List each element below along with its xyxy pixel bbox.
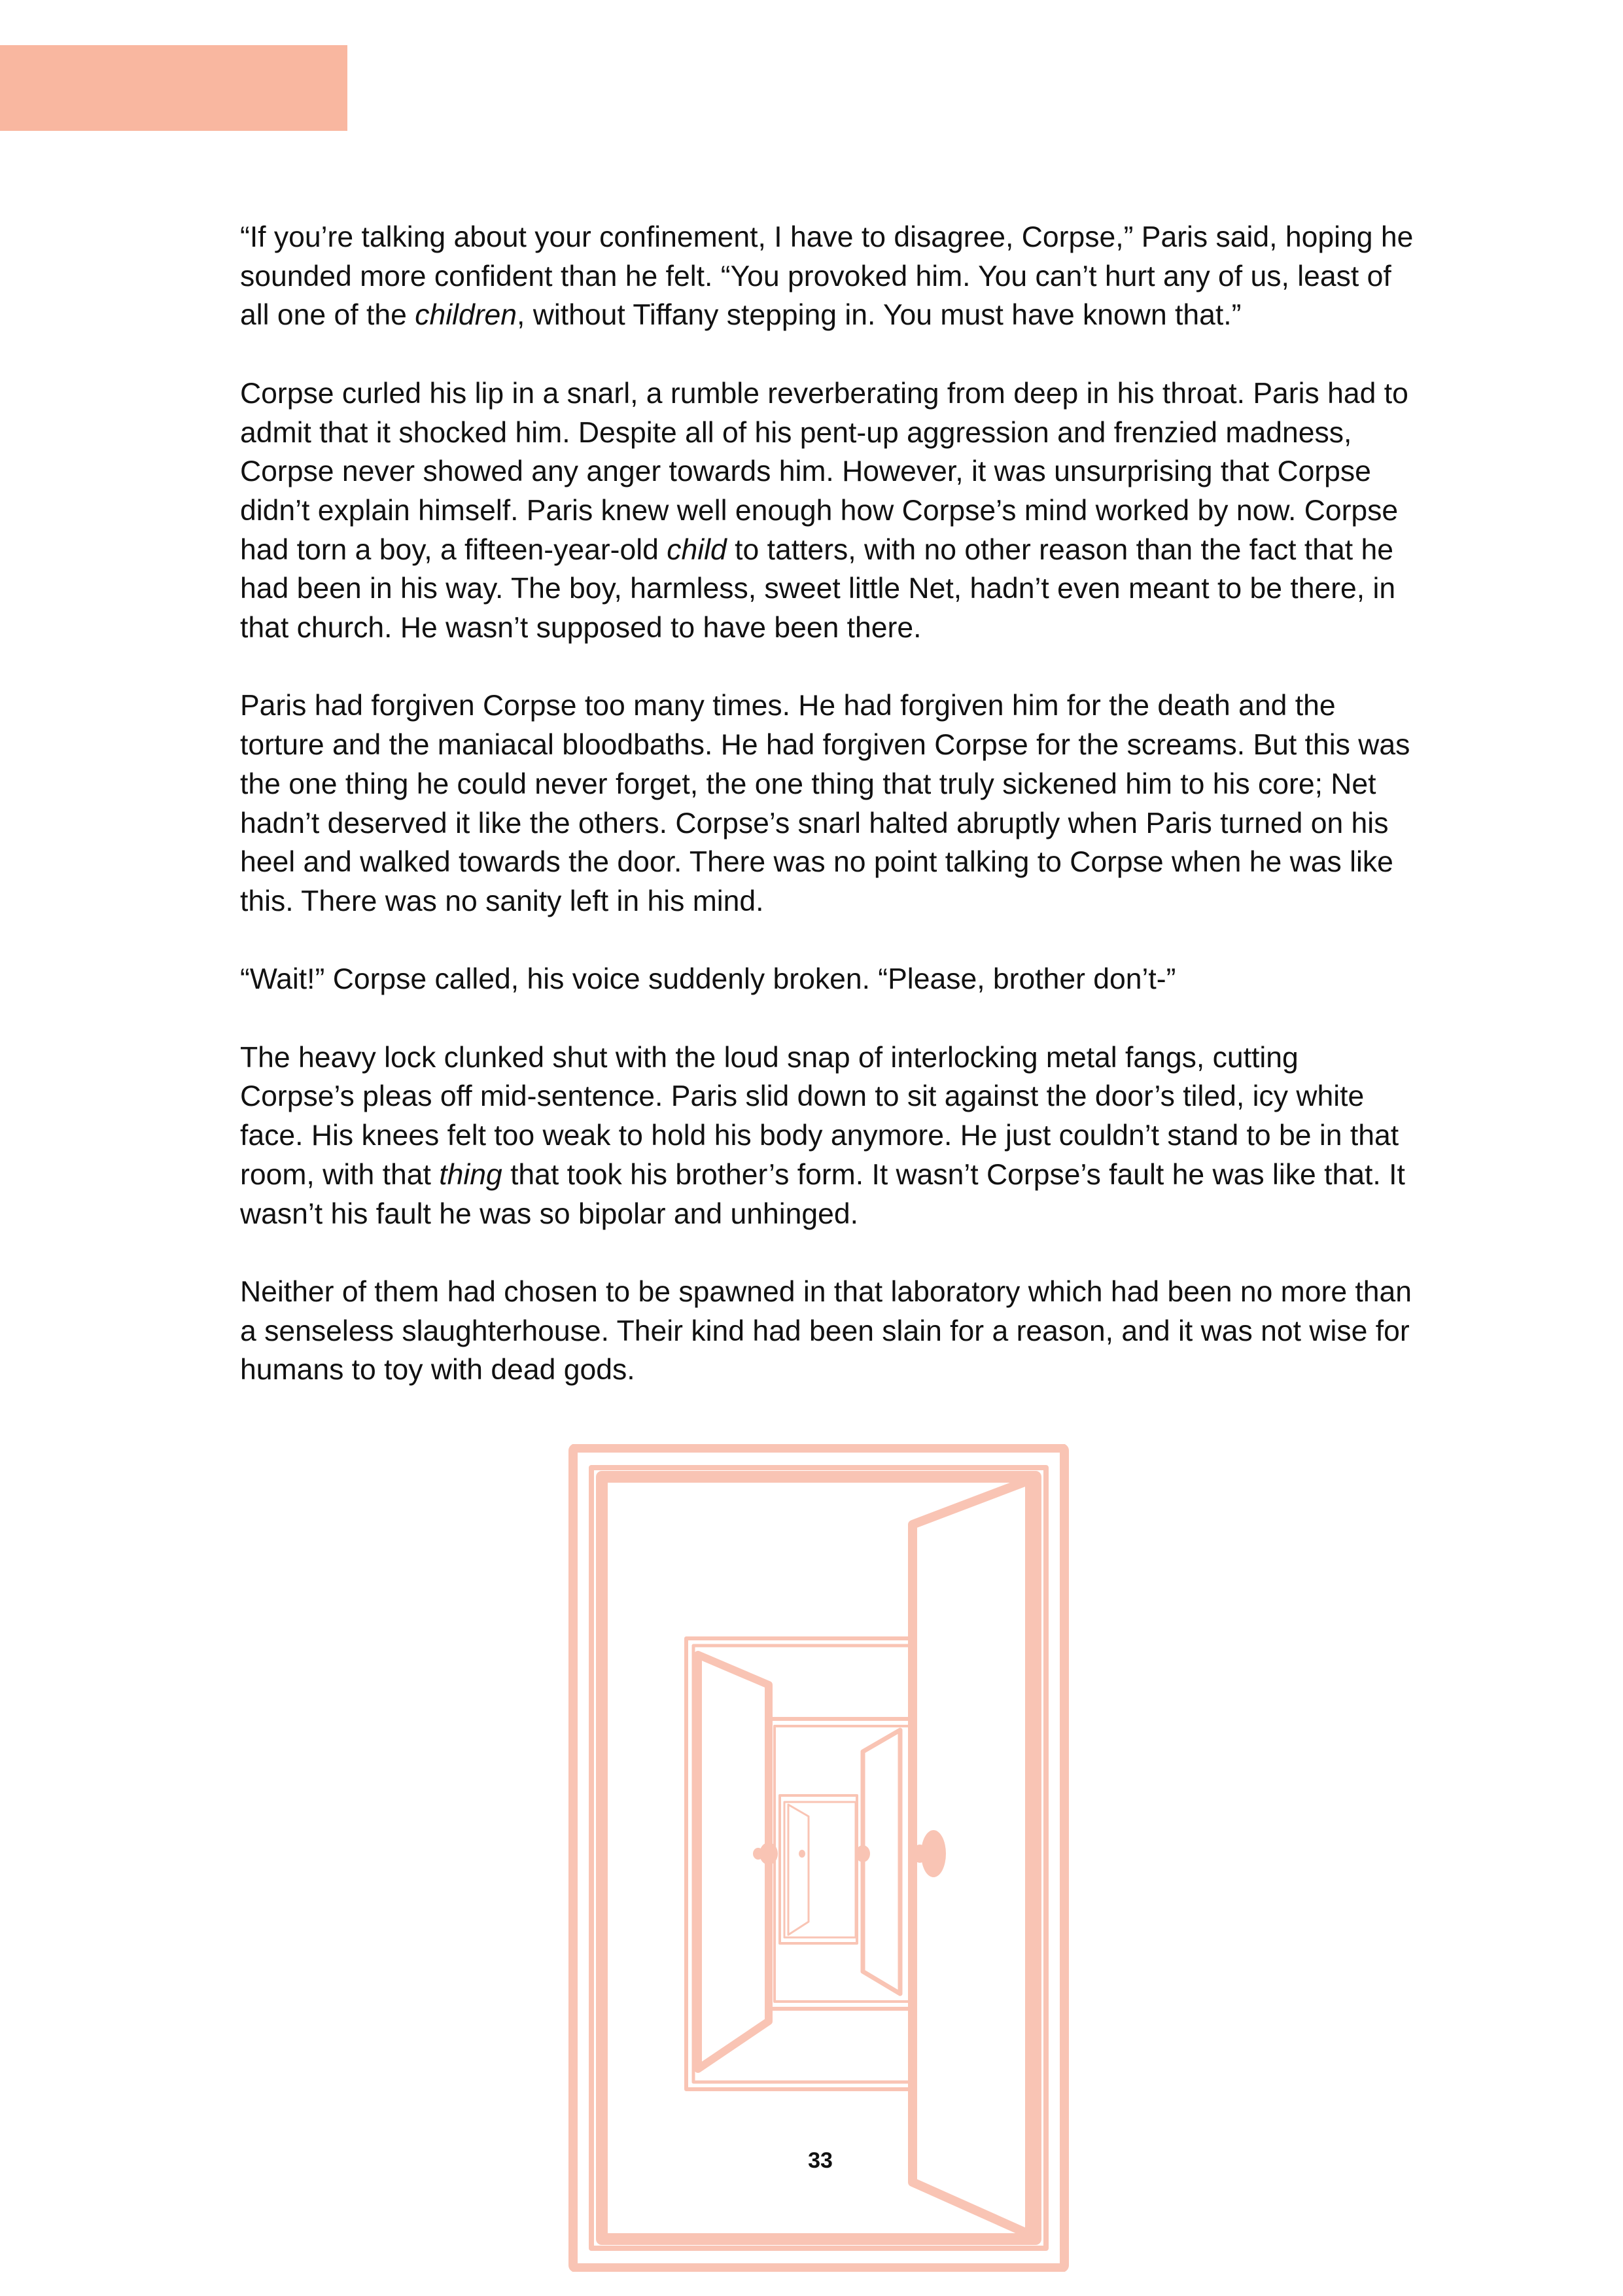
paragraph-text: that took his brother’s form. It wasn’t Corpse’s fault he was like that. It wasn’t his fault he was so bipolar and unhinged. bbox=[240, 1158, 1405, 1230]
paragraph bbox=[240, 1273, 1418, 1390]
paragraph bbox=[240, 1038, 1418, 1234]
paragraph bbox=[240, 960, 1418, 999]
paragraph-text: , without Tiffany stepping in. You must have known that.” bbox=[517, 299, 1242, 332]
header-accent-band bbox=[0, 45, 347, 131]
paragraph-text: to tatters, with no other reason than the fact that he had been in his way. The boy, harmless, sweet little Net, hadn’t even meant to be there, in that church. He wasn’t supposed to have been there. bbox=[240, 533, 1396, 645]
italic-text: child bbox=[667, 533, 727, 566]
page-number: 33 bbox=[808, 2148, 833, 2173]
paragraph bbox=[240, 218, 1418, 335]
italic-text: thing bbox=[439, 1158, 502, 1191]
paragraph-text: Neither of them had chosen to be spawned in that laboratory which had been no more than a senseless slaughterhouse. Their kind had been slain for a reason, and it was not wise for humans to toy with dead gods. bbox=[240, 1275, 1412, 1386]
paragraph-text: “If you’re talking about your confinement, I have to disagree, Corpse,” Paris said, hoping he sounded more confident than he felt. “You provoked him. You can’t hurt any of us, least of all one of the bbox=[240, 221, 1414, 332]
paragraph-text: Paris had forgiven Corpse too many times. He had forgiven him for the death and the torture and the maniacal bloodbaths. He had forgiven Corpse for the screams. But this was the one thing he could never forget, the one thing that truly sickened him to his core; Net hadn’t deserved it like the others. Corpse’s snarl halted abruptly when Paris turned on his heel and walked towards the door. There was no point talking to Corpse when he was like this. There was no sanity left in his mind. bbox=[240, 690, 1410, 917]
italic-text: children bbox=[415, 299, 517, 332]
paragraph-text: “Wait!” Corpse called, his voice suddenly broken. “Please, brother don’t-” bbox=[240, 963, 1176, 996]
paragraph-text: Corpse curled his lip in a snarl, a rumble reverberating from deep in his throat. Paris had to admit that it shocked him. Despite all of his pent-up aggression and frenzied madness, Corpse never showed any anger towards him. However, it was unsurprising that Corpse didn’t explain himself. Paris knew well enough how Corpse’s mind worked by now. Corpse had torn a boy, a fifteen-year-old bbox=[240, 377, 1408, 566]
paragraph bbox=[240, 686, 1418, 921]
paragraph-text: The heavy lock clunked shut with the loud snap of interlocking metal fangs, cutting Corpse’s pleas off mid-sentence. Paris slid down to sit against the door’s tiled, icy white face. His knees felt too weak to hold his body anymore. He just couldn’t stand to be in that room, with that bbox=[240, 1041, 1399, 1191]
story-text bbox=[240, 218, 1418, 1429]
paragraph bbox=[240, 374, 1418, 648]
